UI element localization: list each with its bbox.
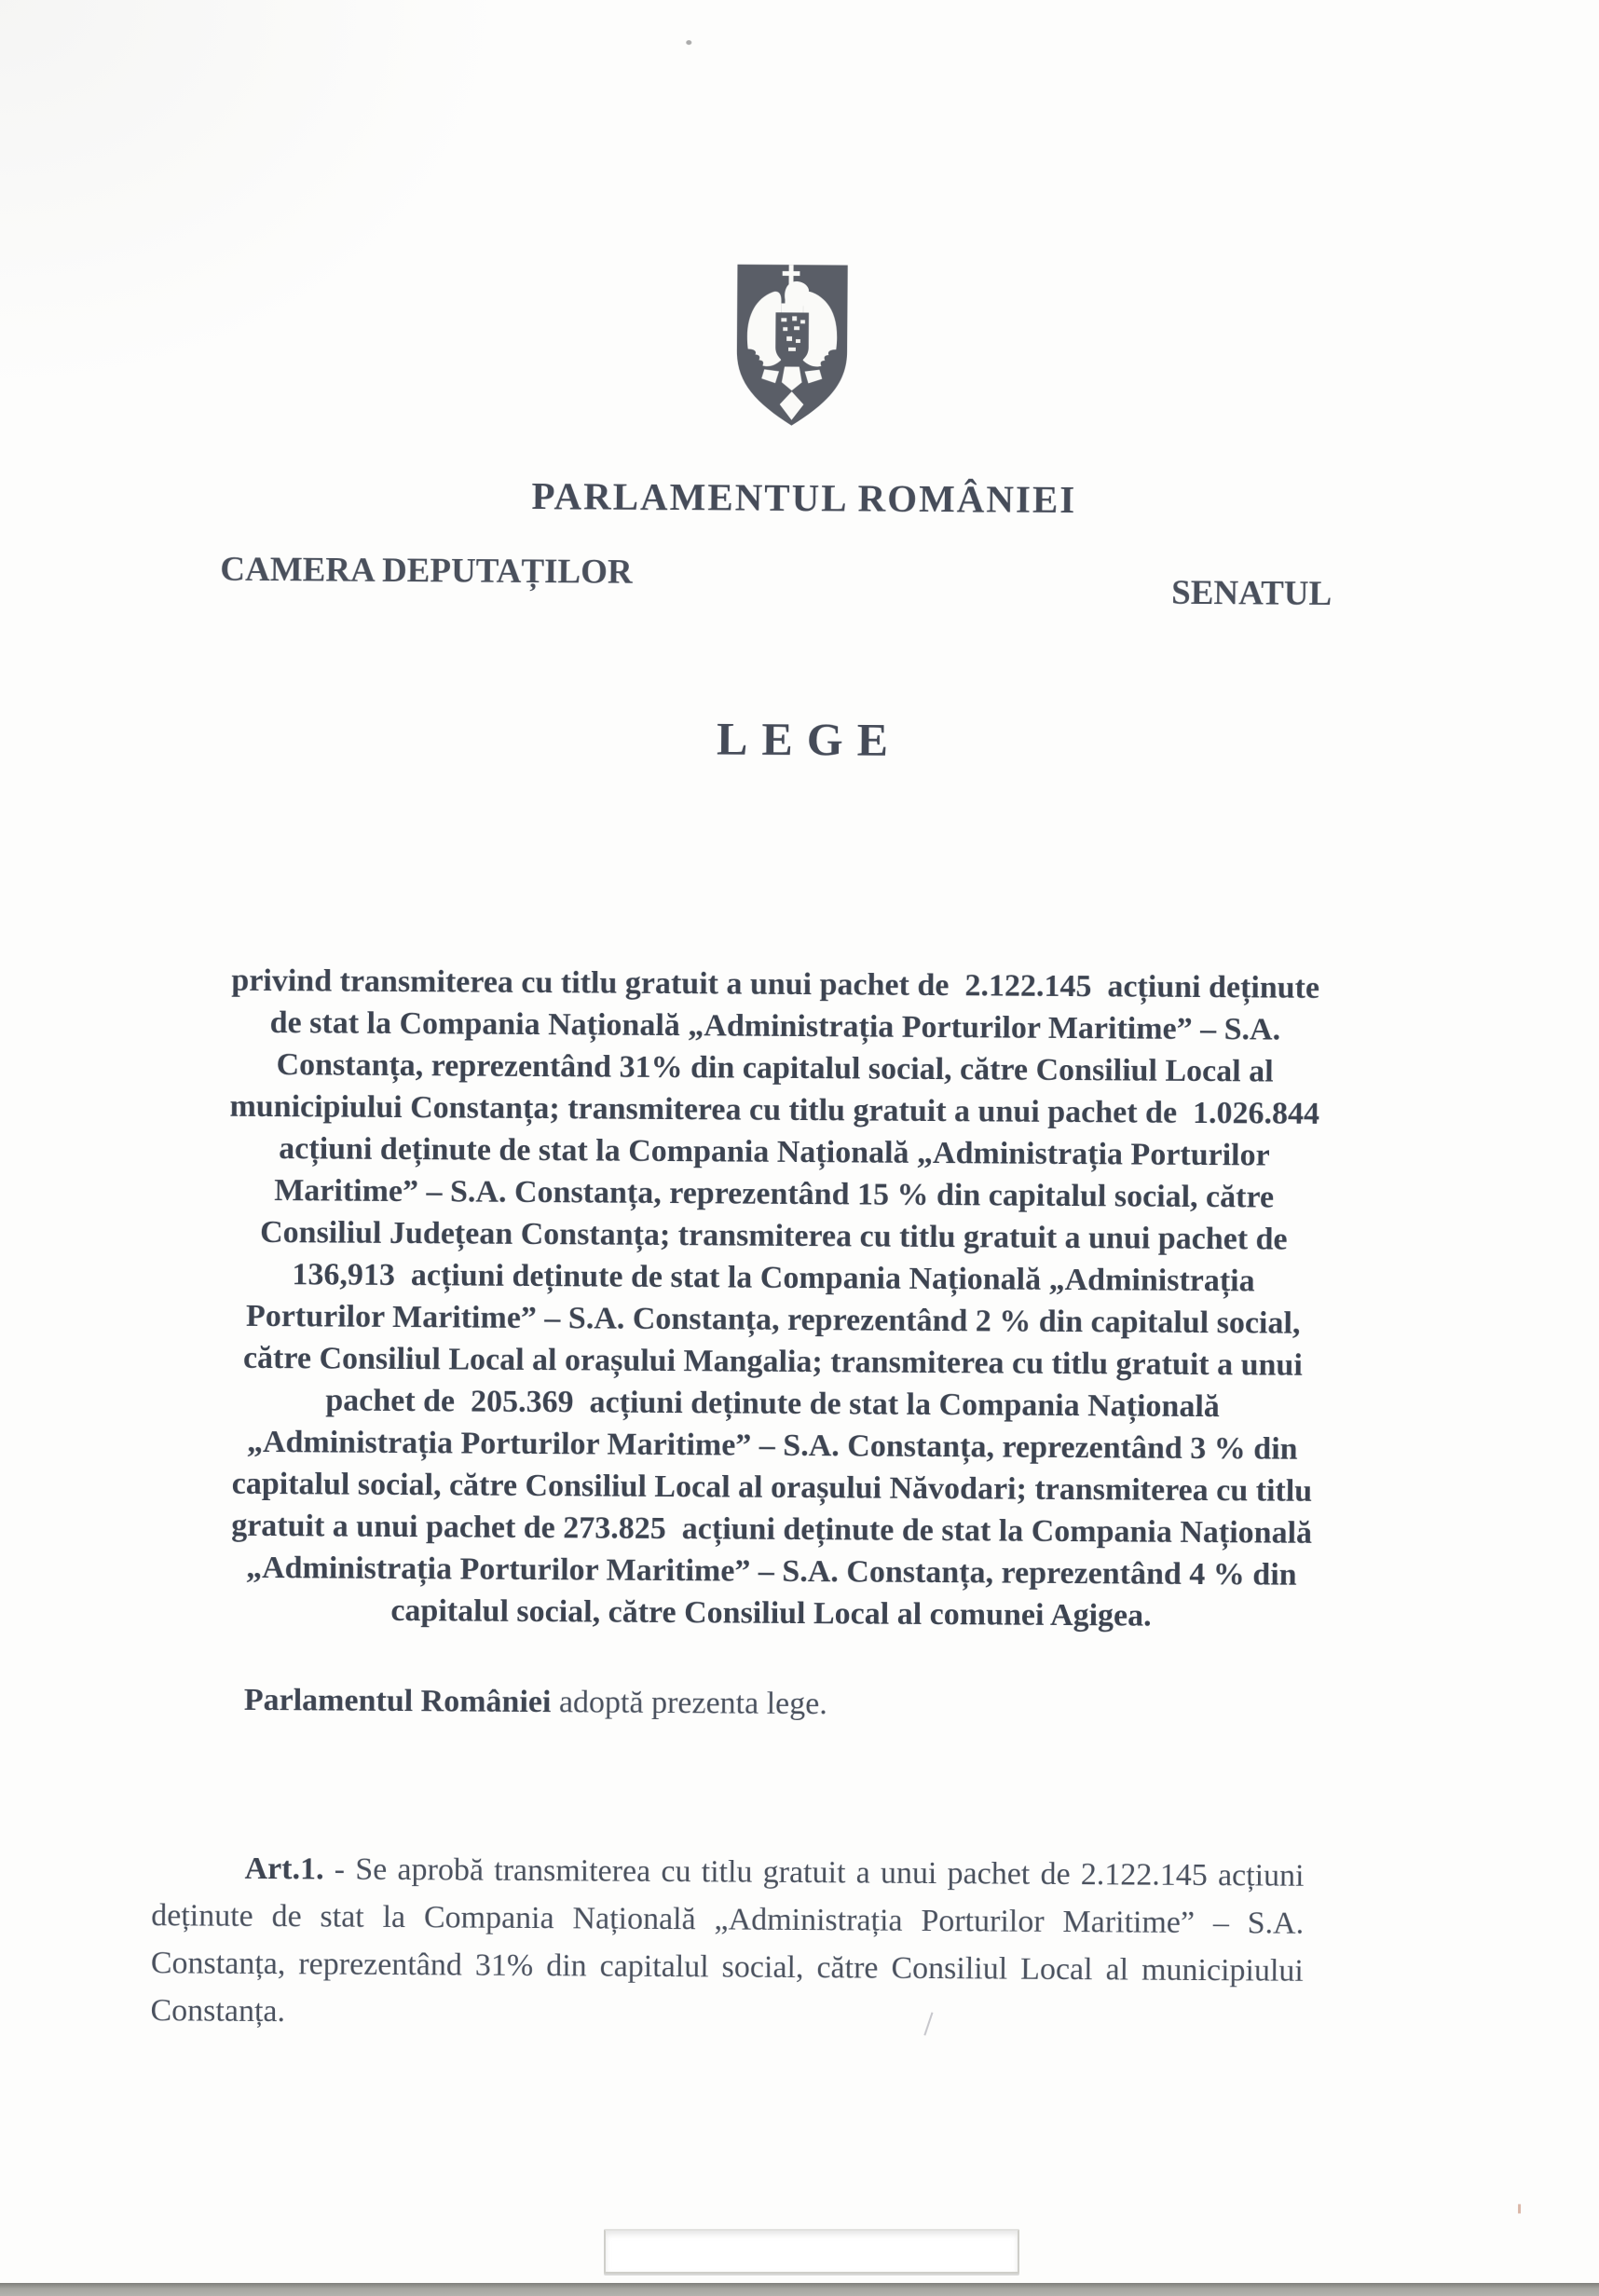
preamble-line: capitalul social, către Consiliul Local al comunei Agigea. (390, 1592, 1152, 1633)
preamble-line: „Administrația Porturilor Maritime” – S.A. Constanța, reprezentând 4 % din (245, 1550, 1297, 1592)
enactment-text: adoptă prezenta lege. (551, 1685, 827, 1722)
scanner-edge-bar (0, 2283, 1599, 2296)
preamble-line: pachet de 205.369 acțiuni deținute de stat la Compania Națională (325, 1383, 1220, 1425)
preamble-line: către Consiliul Local al orașului Mangalia; transmiterea cu titlu gratuit a unui (242, 1340, 1303, 1383)
preamble-line: Constanța, reprezentând 31% din capitalul social, către Consiliul Local al (276, 1047, 1274, 1089)
chamber-deputies-label: CAMERA DEPUTAȚILOR (220, 550, 633, 592)
preamble-line: capitalul social, către Consiliul Local al orașului Năvodari; transmiterea cu titlu (231, 1466, 1313, 1509)
preamble-line: de stat la Compania Națională „Administrația Porturilor Maritime” – S.A. (269, 1005, 1281, 1047)
romania-coat-of-arms-icon (727, 256, 856, 432)
law-heading: LEGE (716, 712, 903, 766)
law-preamble (151, 959, 1395, 1638)
enactment-clause (244, 1683, 827, 1722)
scan-edge-speck (1518, 2204, 1521, 2213)
page-title: PARLAMENTUL ROMÂNIEI (531, 473, 1077, 522)
preamble-line: acțiuni deținute de stat la Compania Națională „Administrația Porturilor (279, 1131, 1270, 1173)
preamble-line: gratuit a unui pachet de 273.825 acțiuni deținute de stat la Compania Națională (231, 1508, 1313, 1551)
preamble-line: „Administrația Porturilor Maritime” – S.A. Constanța, reprezentând 3 % din (246, 1424, 1298, 1467)
scan-speck (686, 40, 691, 45)
scan-label-box (604, 2229, 1019, 2274)
preamble-line: Consiliul Județean Constanța; transmiterea cu titlu gratuit a unui pachet de (259, 1214, 1288, 1257)
article-1 (150, 1844, 1304, 2043)
preamble-line: Maritime” – S.A. Constanța, reprezentând 15 % din capitalul social, către (274, 1173, 1275, 1215)
preamble-line: 136,913 acțiuni deținute de stat la Compania Națională „Administrația (292, 1257, 1255, 1299)
enactment-subject: Parlamentul României (243, 1682, 552, 1720)
preamble-line: municipiului Constanța; transmiterea cu titlu gratuit a unui pachet de 1.026.844 (229, 1088, 1320, 1131)
article-1-body: - Se aprobă transmiterea cu titlu gratuit a unui pachet de 2.122.145 acțiuni deținute de stat la Compania Națională „Administrația Porturilor Maritime” – S.A. Constanța, reprezentând 31% din capitalul social, către Consiliul Local al municipiului Constanța. (150, 1852, 1305, 2030)
preamble-line: privind transmiterea cu titlu gratuit a unui pachet de 2.122.145 acțiuni deținute (231, 963, 1320, 1005)
article-1-label: Art.1. (244, 1851, 324, 1887)
senate-label: SENATUL (1171, 573, 1332, 613)
preamble-line: Porturilor Maritime” – S.A. Constanța, reprezentând 2 % din capitalul social, (245, 1298, 1301, 1341)
